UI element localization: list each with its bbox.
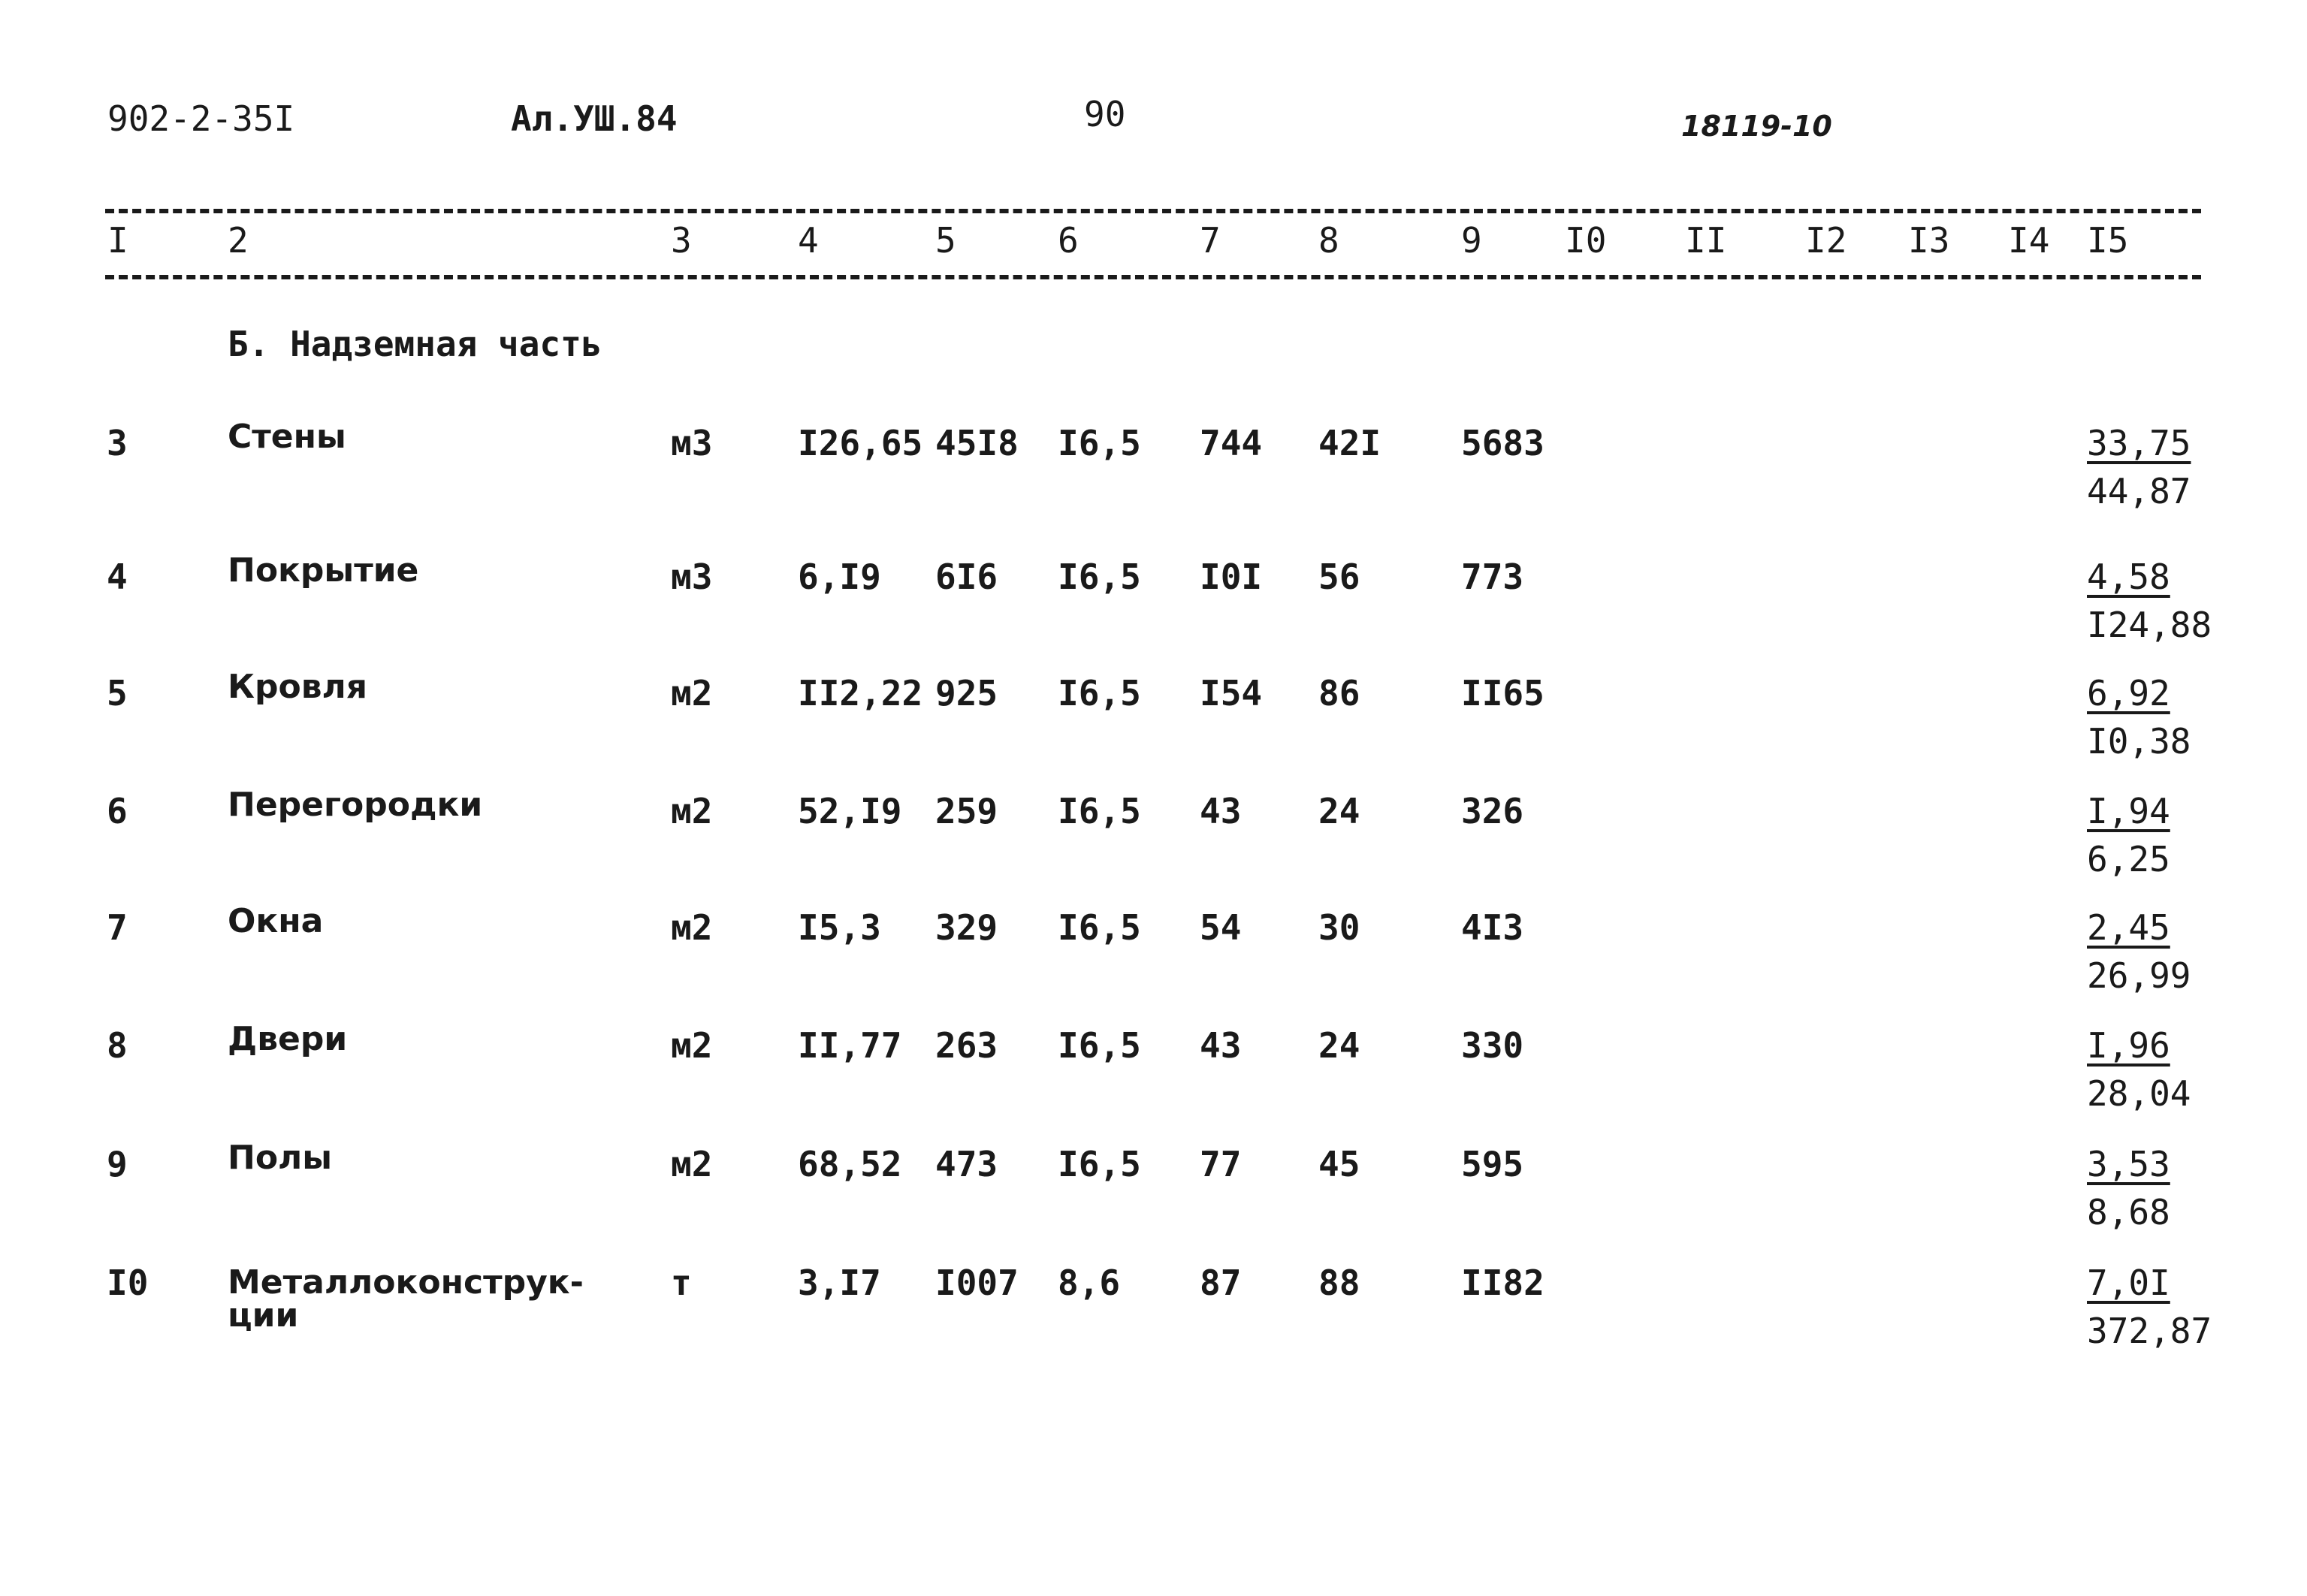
row-number: I0 xyxy=(107,1263,149,1303)
row-unit: м3 xyxy=(671,557,713,597)
row-col-15-fraction xyxy=(2087,1260,2212,1353)
row-col-6: I6,5 xyxy=(1058,423,1141,463)
row-col-15-denominator: 44,87 xyxy=(2087,471,2191,511)
row-col-6: I6,5 xyxy=(1058,557,1141,597)
row-col-9: 326 xyxy=(1461,791,1524,831)
table-header-bottom-rule xyxy=(105,275,2201,279)
document-number: 902-2-35I xyxy=(107,98,295,139)
row-unit: м2 xyxy=(671,907,713,948)
row-number: 7 xyxy=(107,907,128,948)
column-header-12: I2 xyxy=(1805,220,1847,261)
row-col-6: I6,5 xyxy=(1058,1144,1141,1184)
column-header-11: II xyxy=(1685,220,1727,261)
row-col-4: 3,I7 xyxy=(798,1263,881,1303)
row-col-15-denominator: 6,25 xyxy=(2087,839,2170,879)
section-title: Б. Надземная часть xyxy=(228,324,602,364)
row-col-7: 54 xyxy=(1200,907,1242,948)
row-col-9: 4I3 xyxy=(1461,907,1524,948)
row-col-15-numerator: 4,58 xyxy=(2087,557,2170,597)
row-col-15-fraction xyxy=(2087,1142,2170,1235)
row-col-8: 86 xyxy=(1318,673,1360,714)
row-col-6: I6,5 xyxy=(1058,907,1141,948)
row-col-4: 52,I9 xyxy=(798,791,902,831)
row-col-8: 24 xyxy=(1318,1025,1360,1066)
row-unit: м2 xyxy=(671,1144,713,1184)
column-header-5: 5 xyxy=(935,220,956,261)
row-col-7: 77 xyxy=(1200,1144,1242,1184)
row-col-5: 45I8 xyxy=(935,423,1019,463)
row-col-8: 45 xyxy=(1318,1144,1360,1184)
row-col-15-denominator: 28,04 xyxy=(2087,1073,2191,1114)
row-name: Перегородки xyxy=(228,786,483,824)
column-header-2: 2 xyxy=(228,220,249,261)
row-col-15-fraction xyxy=(2087,905,2191,998)
column-header-13: I3 xyxy=(1908,220,1950,261)
row-col-4: II,77 xyxy=(798,1025,902,1066)
row-col-7: 744 xyxy=(1200,423,1263,463)
row-unit: м2 xyxy=(671,1025,713,1066)
row-col-4: I5,3 xyxy=(798,907,881,948)
row-col-8: 42I xyxy=(1318,423,1381,463)
row-col-8: 88 xyxy=(1318,1263,1360,1303)
row-col-7: 43 xyxy=(1200,1025,1242,1066)
row-unit: м3 xyxy=(671,423,713,463)
row-col-9: 773 xyxy=(1461,557,1524,597)
row-col-15-fraction xyxy=(2087,789,2170,882)
row-col-15-numerator: 33,75 xyxy=(2087,423,2191,463)
column-header-14: I4 xyxy=(2008,220,2050,261)
row-col-15-numerator: 7,0I xyxy=(2087,1263,2170,1303)
table-header-top-rule xyxy=(105,209,2201,213)
row-col-8: 30 xyxy=(1318,907,1360,948)
row-col-4: II2,22 xyxy=(798,673,923,714)
row-col-15-denominator: 26,99 xyxy=(2087,955,2191,996)
row-col-15-fraction xyxy=(2087,671,2191,764)
row-col-9: 330 xyxy=(1461,1025,1524,1066)
row-col-6: 8,6 xyxy=(1058,1263,1121,1303)
row-col-15-fraction xyxy=(2087,1023,2191,1116)
row-col-15-numerator: 6,92 xyxy=(2087,673,2170,714)
row-col-8: 24 xyxy=(1318,791,1360,831)
row-col-15-denominator: I24,88 xyxy=(2087,605,2212,645)
row-col-15-denominator: 372,87 xyxy=(2087,1311,2212,1351)
row-number: 5 xyxy=(107,673,128,714)
row-col-7: 87 xyxy=(1200,1263,1242,1303)
row-number: 6 xyxy=(107,791,128,831)
page-number: 90 xyxy=(1084,94,1126,134)
column-header-4: 4 xyxy=(798,220,819,261)
column-header-1: I xyxy=(107,220,128,261)
row-col-9: 5683 xyxy=(1461,423,1545,463)
row-number: 8 xyxy=(107,1025,128,1066)
row-col-15-numerator: 2,45 xyxy=(2087,907,2170,948)
column-header-15: I5 xyxy=(2087,220,2129,261)
row-col-15-denominator: 8,68 xyxy=(2087,1192,2170,1232)
column-header-6: 6 xyxy=(1058,220,1079,261)
column-header-10: I0 xyxy=(1565,220,1607,261)
row-col-5: I007 xyxy=(935,1263,1019,1303)
row-col-6: I6,5 xyxy=(1058,1025,1141,1066)
row-name: Двери xyxy=(228,1020,348,1058)
row-col-15-fraction xyxy=(2087,554,2212,647)
column-header-3: 3 xyxy=(671,220,692,261)
sheet-code: Ал.УШ.84 xyxy=(511,98,678,139)
row-col-5: 6I6 xyxy=(935,557,998,597)
row-number: 4 xyxy=(107,557,128,597)
row-name: Кровля xyxy=(228,668,368,706)
row-name: Полы xyxy=(228,1139,333,1177)
row-col-15-fraction xyxy=(2087,421,2191,514)
row-col-15-numerator: I,96 xyxy=(2087,1025,2170,1066)
row-number: 3 xyxy=(107,423,128,463)
row-unit: м2 xyxy=(671,673,713,714)
row-col-5: 263 xyxy=(935,1025,998,1066)
column-header-9: 9 xyxy=(1461,220,1482,261)
row-col-7: 43 xyxy=(1200,791,1242,831)
row-col-15-numerator: 3,53 xyxy=(2087,1144,2170,1184)
row-col-9: II65 xyxy=(1461,673,1545,714)
row-name: Окна xyxy=(228,902,324,940)
row-name: Металлоконструк- ции xyxy=(228,1263,584,1335)
row-col-9: II82 xyxy=(1461,1263,1545,1303)
row-col-4: I26,65 xyxy=(798,423,923,463)
row-col-5: 259 xyxy=(935,791,998,831)
row-col-15-numerator: I,94 xyxy=(2087,791,2170,831)
row-col-5: 925 xyxy=(935,673,998,714)
row-col-7: I0I xyxy=(1200,557,1263,597)
row-col-6: I6,5 xyxy=(1058,673,1141,714)
row-col-7: I54 xyxy=(1200,673,1263,714)
column-header-7: 7 xyxy=(1200,220,1221,261)
column-header-8: 8 xyxy=(1318,220,1339,261)
row-unit: т xyxy=(671,1263,692,1303)
row-col-8: 56 xyxy=(1318,557,1360,597)
row-number: 9 xyxy=(107,1144,128,1184)
inventory-number: 18119-10 xyxy=(1681,110,1832,143)
row-col-6: I6,5 xyxy=(1058,791,1141,831)
row-unit: м2 xyxy=(671,791,713,831)
row-col-9: 595 xyxy=(1461,1144,1524,1184)
row-col-5: 473 xyxy=(935,1144,998,1184)
row-name: Стены xyxy=(228,418,346,456)
row-col-4: 68,52 xyxy=(798,1144,902,1184)
row-col-5: 329 xyxy=(935,907,998,948)
row-name: Покрытие xyxy=(228,551,419,590)
row-col-15-denominator: I0,38 xyxy=(2087,721,2191,762)
row-col-4: 6,I9 xyxy=(798,557,881,597)
